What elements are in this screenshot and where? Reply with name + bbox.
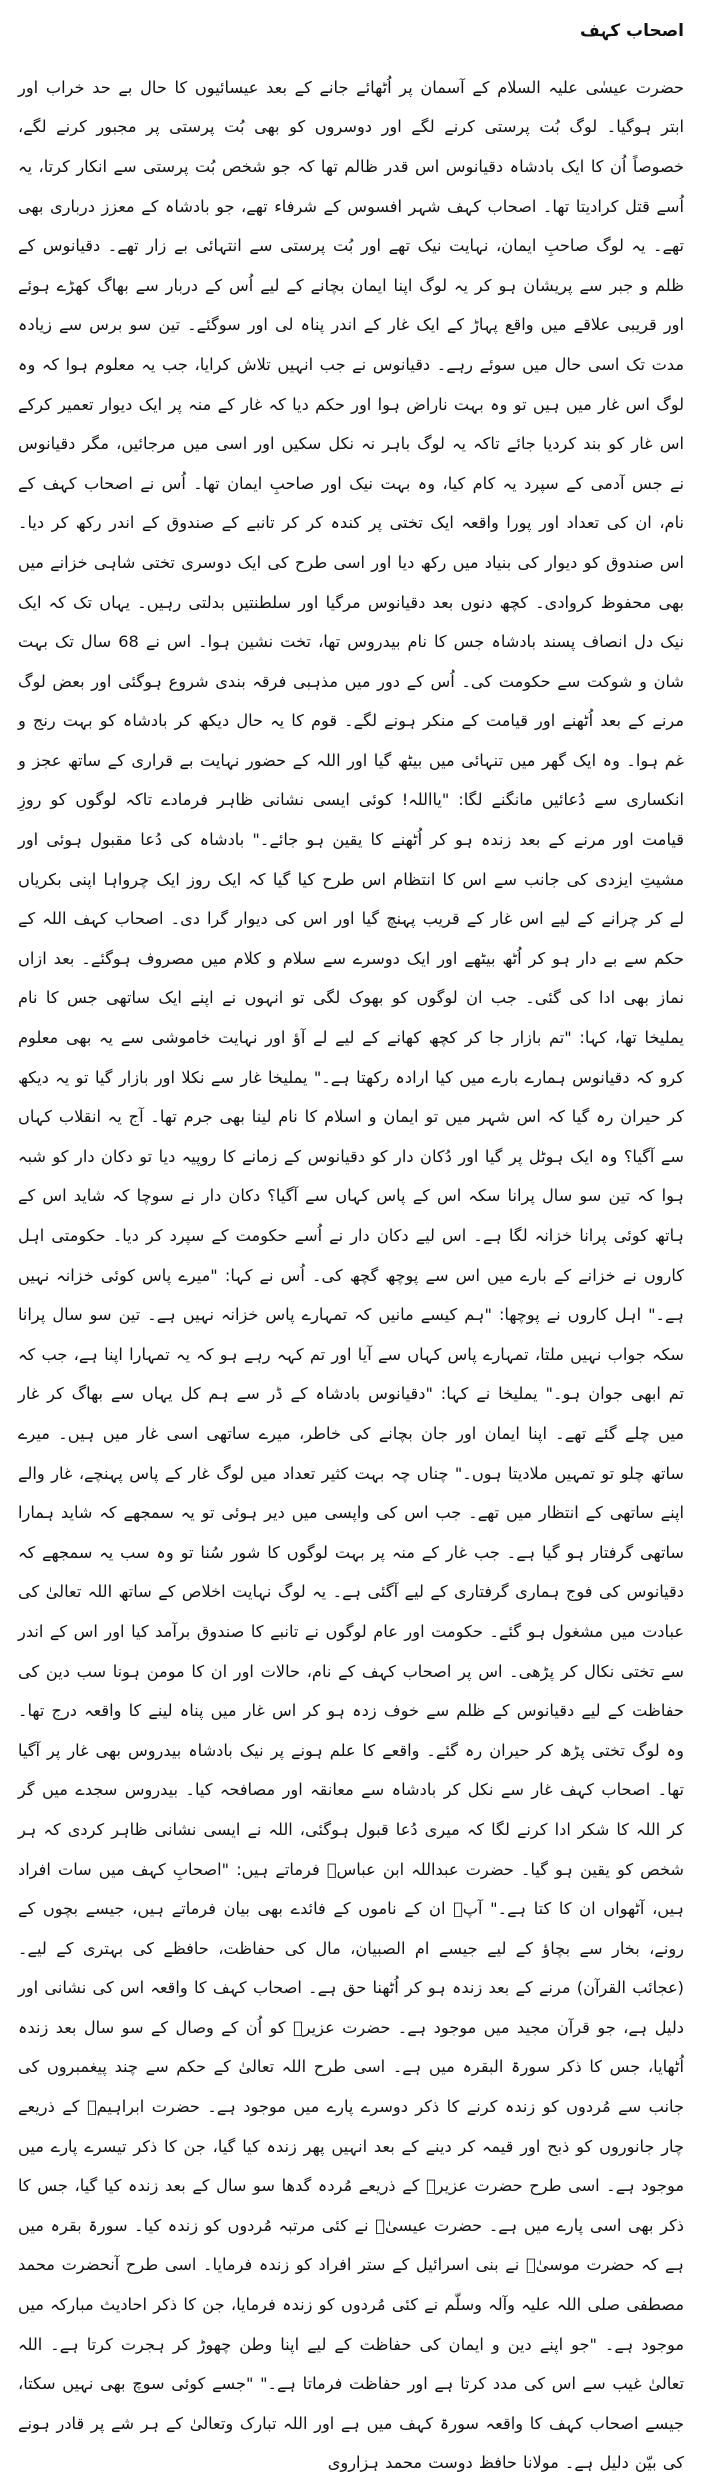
- article-body: حضرت عیسٰی علیہ السلام کے آسمان پر اُٹھائے جانے کے بعد عیسائیوں کا حال بے حد خراب اور ابتر ہوگیا۔ لوگ بُت پرستی کرنے لگے اور دوسروں کو بھی بُت پرستی پر مجبور کرنے لگے، خصوصاً اُن کا ایک بادشاہ دقیانوس اس قدر ظالم تھا کہ جو شخص بُت پرستی سے انکار کرتا، یہ اُسے قتل کرادیتا تھا۔ اصحاب کہف شہر افسوس کے شرفاء تھے، جو بادشاہ کے معزز درباری بھی تھے۔ یہ لوگ صاحبِ ایمان، نہایت نیک تھے اور بُت پرستی سے انتہائی بے زار تھے۔ دقیانوس کے ظلم و جبر سے پریشان ہو کر یہ لوگ اپنا ایمان بچانے کے لیے اُس کے دربار سے بھاگ کھڑے ہوئے اور قریبی علاقے میں واقع پہاڑ کے ایک غار کے اندر پناہ لی اور سوگئے۔ تین سو برس سے زیادہ مدت تک اسی حال میں سوئے رہے۔ دقیانوس نے جب انہیں تلاش کرایا، جب یہ معلوم ہوا کہ وہ لوگ اس غار میں ہیں تو وہ بہت ناراض ہوا اور حکم دیا کہ غار کے منہ پر ایک دیوار تعمیر کرکے اس غار کو بند کردیا جائے تاکہ یہ لوگ باہر نہ نکل سکیں اور اسی میں مرجائیں، مگر دقیانوس نے جس آدمی کے سپرد یہ کام کیا، وہ بہت نیک اور صاحبِ ایمان تھا۔ اُس نے اصحاب کہف کے نام، ان کی تعداد اور پورا واقعہ ایک تختی پر کندہ کر کر تانبے کے صندوق کے اندر رکھ کر دیا۔ اس صندوق کو دیوار کی بنیاد میں رکھ دیا اور اسی طرح کی ایک دوسری تختی شاہی خزانے میں بھی محفوظ کروادی۔ کچھ دنوں بعد دقیانوس مرگیا اور سلطنتیں بدلتی رہیں۔ یہاں تک کہ ایک نیک دل انصاف پسند بادشاہ جس کا نام بیدروس تھا، تخت نشین ہوا۔ اس نے 68 سال تک بہت شان و شوکت سے حکومت کی۔ اُس کے دور میں مذہبی فرقہ بندی شروع ہوگئی اور بعض لوگ مرنے کے بعد اُٹھنے اور قیامت کے منکر ہونے لگے۔ قوم کا یہ حال دیکھ کر بادشاہ کو بہت رنج و غم ہوا۔ وہ ایک گھر میں تنہائی میں بیٹھ گیا اور اللہ کے حضور نہایت بے قراری کے ساتھ عجز و انکساری سے دُعائیں مانگنے لگا: "یااللہ! کوئی ایسی نشانی ظاہر فرمادے تاکہ لوگوں کو روزِ قیامت اور مرنے کے بعد زندہ ہو کر اُٹھنے کا یقین ہو جائے۔" بادشاہ کی دُعا مقبول ہوئی اور مشیتِ ایزدی کی جانب سے اس کا انتظام اس طرح کیا گیا کہ ایک روز ایک چرواہا اپنی بکریاں لے کر چرانے کے لیے اس غار کے قریب پہنچ گیا اور اس کی دیوار گرا دی۔ اصحاب کہف اللہ کے حکم سے بے دار ہو کر اُٹھ بیٹھے اور ایک دوسرے سے سلام و کلام میں مصروف ہوگئے۔ بعد ازاں نماز بھی ادا کی گئی۔ جب ان لوگوں کو بھوک لگی تو انہوں نے اپنے ایک ساتھی جس کا نام یملیخا تھا، کہا: "تم بازار جا کر کچھ کھانے کے لیے لے آؤ اور نہایت خاموشی سے یہ بھی معلوم کرو کہ دقیانوس ہمارے بارے میں کیا ارادہ رکھتا ہے۔" یملیخا غار سے نکلا اور بازار گیا تو یہ دیکھ کر حیران رہ گیا کہ اس شہر میں تو ایمان و اسلام کا نام لینا بھی جرم تھا۔ آج یہ انقلاب کہاں سے آگیا؟ وہ ایک ہوٹل پر گیا اور دُکان دار کو دقیانوس کے زمانے کا روپیہ دیا تو دکان دار کو شبہ ہوا کہ تین سو سال پرانا سکہ اس کے پاس کہاں سے آگیا؟ دکان دار نے سوچا کہ شاید اس کے ہاتھ کوئی پرانا خزانہ لگا ہے۔ اس لیے دکان دار نے اُسے حکومت کے سپرد کر دیا۔ حکومتی اہل کاروں نے خزانے کے بارے میں اس سے پوچھ گچھ کی۔ اُس نے کہا: "میرے پاس کوئی خزانہ نہیں ہے۔" اہل کاروں نے پوچھا: "ہم کیسے مانیں کہ تمہارے پاس خزانہ نہیں ہے۔ تین سو سال پرانا سکہ جواب نہیں ملتا، تمہارے پاس کہاں سے آیا اور تم کہہ رہے ہو کہ یہ تمہارا اپنا ہے، جب کہ تم ابھی جوان ہو۔" یملیخا نے کہا: "دقیانوس بادشاہ کے ڈر سے ہم کل یہاں سے بھاگ کر غار میں چلے گئے تھے۔ اپنا ایمان اور جان بچانے کی خاطر، میرے ساتھی اسی غار میں ہیں۔ میرے ساتھ چلو تو تمہیں ملادیتا ہوں۔" چناں چہ بہت کثیر تعداد میں لوگ غار کے پاس پہنچے، غار والے اپنے ساتھی کے انتظار میں تھے۔ جب اس کی واپسی میں دیر ہوئی تو یہ سمجھے کہ شاید ہمارا ساتھی گرفتار ہو گیا ہے۔ جب غار کے منہ پر بہت لوگوں کا شور سُنا تو وہ سب یہ سمجھے کہ دقیانوس کی فوج ہماری گرفتاری کے لیے آگئی ہے۔ یہ لوگ نہایت اخلاص کے ساتھ اللہ تعالیٰ کی عبادت میں مشغول ہو گئے۔ حکومت اور عام لوگوں نے تانبے کا صندوق برآمد کیا اور اس کے اندر سے تختی نکال کر پڑھی۔ اس پر اصحاب کہف کے نام، حالات اور ان کا مومن ہونا سب دین کی حفاظت کے لیے دقیانوس کے ظلم سے خوف زدہ ہو کر اس غار میں پناہ لینے کا واقعہ درج تھا۔ وہ لوگ تختی پڑھ کر حیران رہ گئے۔ واقعے کا علم ہونے پر نیک بادشاہ بیدروس بھی غار پر آگیا تھا۔ اصحاب کہف غار سے نکل کر بادشاہ سے معانقہ اور مصافحہ کیا۔ بیدروس سجدے میں گر کر اللہ کا شکر ادا کرنے لگا کہ میری دُعا قبول ہوگئی، اللہ نے ایسی نشانی ظاہر کردی کہ ہر شخص کو یقین ہو گیا۔ حضرت عبداللہ ابن عباسؓ فرماتے ہیں: "اصحابِ کہف میں سات افراد ہیں، آٹھواں ان کا کتا ہے۔" آپؓ ان کے ناموں کے فائدے بھی بیان فرماتے ہیں، جیسے بچوں کے رونے، بخار سے بچاؤ کے لیے جیسے ام الصبیان، مال کی حفاظت، حافظے کی بہتری کے لیے۔ (عجائب القرآن) مرنے کے بعد زندہ ہو کر اُٹھنا حق ہے۔ اصحاب کہف کا واقعہ اس کی نشانی اور دلیل ہے، جو قرآن مجید میں موجود ہے۔ حضرت عزیرؑ کو اُن کے وصال کے سو سال بعد زندہ اُٹھایا، جس کا ذکر سورۃ البقرہ میں ہے۔ اسی طرح اللہ تعالیٰ کے حکم سے چند پیغمبروں کی جانب سے مُردوں کو زندہ کرنے کا ذکر دوسرے پارے میں موجود ہے۔ حضرت ابراہیمؑ کے ذریعے چار جانوروں کو ذبح اور قیمہ کر دینے کے بعد انہیں پھر زندہ کیا گیا، جن کا ذکر تیسرے پارے میں موجود ہے۔ اسی طرح حضرت عزیرؑ کے ذریعے مُردہ گدھا سو سال کے بعد زندہ کیا گیا، جس کا ذکر بھی اسی پارے میں ہے۔ حضرت عیسیٰؑ نے کئی مرتبہ مُردوں کو زندہ کیا۔ سورۃ بقرہ میں ہے کہ حضرت موسیٰؑ نے بنی اسرائیل کے ستر افراد کو زندہ فرمایا۔ اسی طرح آنحضرت محمد مصطفی صلی اللہ علیہ وآلہ وسلّم نے کئی مُردوں کو زندہ فرمایا، جن کا ذکر احادیث مبارکہ میں موجود ہے۔ "جو اپنے دین و ایمان کی حفاظت کے لیے اپنا وطن چھوڑ کر ہجرت کرتا ہے۔ اللہ تعالیٰ غیب سے اس کی مدد کرتا ہے اور حفاظت فرماتا ہے۔" "جسے کوئی سوچ بھی نہیں سکتا، جیسے اصحاب کہف کا واقعہ سورۃ کہف میں ہے اور اللہ تبارک وتعالیٰ کے ہر شے پر قادر ہونے کی بیّن دلیل ہے۔ مولانا حافظ دوست محمد ہزاروی: [18, 77, 684, 2473]
- article-title: اصحاب کہف: [580, 21, 684, 41]
